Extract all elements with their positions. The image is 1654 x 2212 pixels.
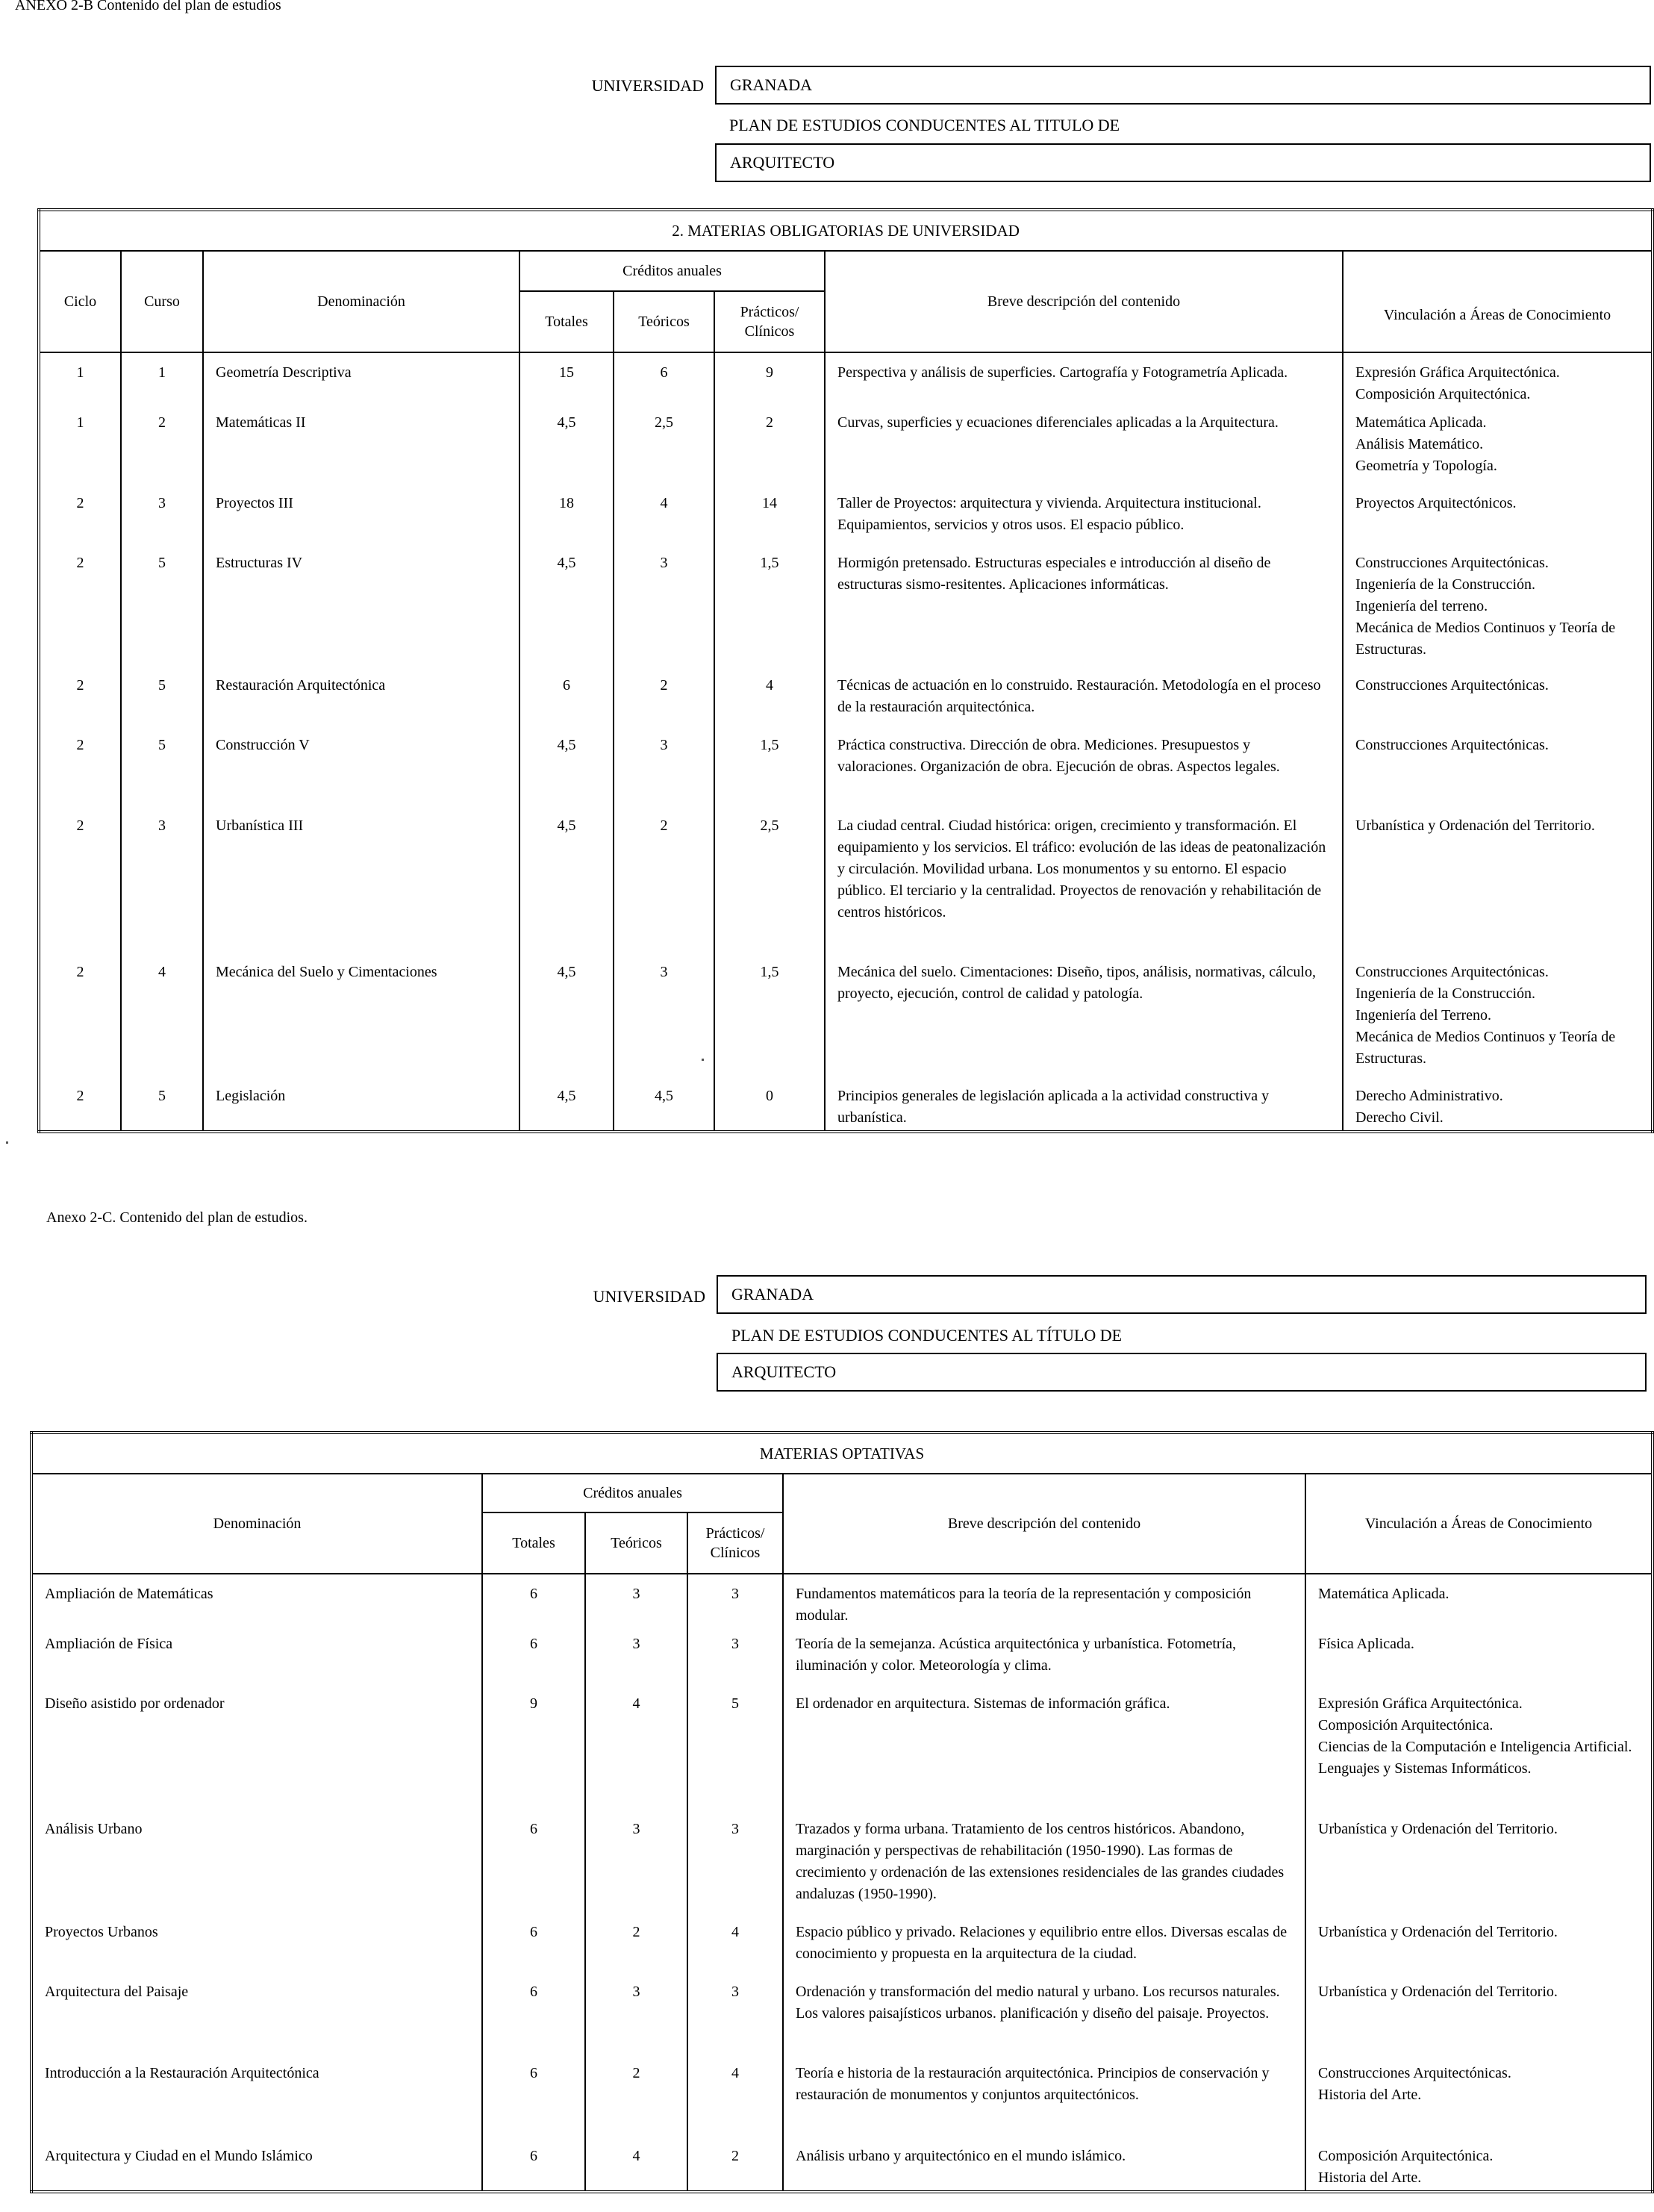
cell-totales: 6 xyxy=(519,675,614,735)
table-row xyxy=(39,412,1653,493)
area-item: Física Aplicada. xyxy=(1318,1636,1414,1652)
cell-vinculacion xyxy=(1343,735,1653,815)
cell-practicos: 9 xyxy=(714,352,825,412)
table-row xyxy=(31,1574,1653,1633)
cell-teoricos: 4,5 xyxy=(614,1085,714,1132)
cell-teoricos: 3 xyxy=(585,1819,687,1922)
cell-descripcion: Trazados y forma urbana. Tratamiento de los centros históricos. Abandono, marginación y perspectivas de rehabilitación (1950-1990). Las formas de crecimiento y ordenación de las extensiones residenciales de las grandes ciudades andaluzas (1950-1990). xyxy=(783,1819,1305,1922)
area-item: Construcciones Arquitectónicas. xyxy=(1355,964,1549,980)
area-item: Mecánica de Medios Continuos y Teoría de Estructuras. xyxy=(1355,620,1616,658)
cell-practicos: 1,5 xyxy=(714,962,825,1085)
cell-practicos: 0 xyxy=(714,1085,825,1132)
area-item: Mecánica de Medios Continuos y Teoría de Estructuras. xyxy=(1355,1029,1616,1067)
header-descripcion: Breve descripción del contenido xyxy=(825,251,1343,352)
area-item: Derecho Administrativo. xyxy=(1355,1088,1503,1104)
cell-practicos: 3 xyxy=(687,1981,783,2063)
cell-vinculacion xyxy=(1305,1819,1653,1922)
universidad-value-2: GRANADA xyxy=(731,1285,814,1303)
cell-descripcion: Práctica constructiva. Dirección de obra. Mediciones. Presupuestos y valoraciones. Organización de obra. Ejecución de obras. Aspectos legales. xyxy=(825,735,1343,815)
cell-denominacion: Diseño asistido por ordenador xyxy=(31,1693,482,1819)
cell-ciclo: 2 xyxy=(39,675,121,735)
header-vinculacion: Vinculación a Áreas de Conocimiento xyxy=(1343,251,1653,352)
cell-practicos: 4 xyxy=(687,1922,783,1981)
cell-denominacion: Restauración Arquitectónica xyxy=(203,675,519,735)
cell-descripcion: Mecánica del suelo. Cimentaciones: Diseño, tipos, análisis, normativas, cálculo, proyecto, ejecución, control de calidad y patología. xyxy=(825,962,1343,1085)
cell-denominacion: Legislación xyxy=(203,1085,519,1132)
area-item: Construcciones Arquitectónicas. xyxy=(1355,737,1549,753)
header-denominacion: Denominación xyxy=(203,251,519,352)
cell-totales: 4,5 xyxy=(519,815,614,962)
cell-practicos: 1,5 xyxy=(714,735,825,815)
header-curso: Curso xyxy=(121,251,203,352)
cell-practicos: 1,5 xyxy=(714,552,825,675)
cell-vinculacion xyxy=(1343,675,1653,735)
cell-teoricos: 2,5 xyxy=(614,412,714,493)
cell-denominacion: Introducción a la Restauración Arquitectónica xyxy=(31,2063,482,2146)
area-item: Lenguajes y Sistemas Informáticos. xyxy=(1318,1760,1532,1777)
area-item: Ciencias de la Computación e Inteligencia Artificial. xyxy=(1318,1739,1632,1755)
area-item: Ingeniería del terreno. xyxy=(1355,598,1488,614)
area-item: Proyectos Arquitectónicos. xyxy=(1355,495,1517,511)
header-teoricos: Teóricos xyxy=(614,291,714,352)
universidad-field xyxy=(715,66,1651,105)
titulo-field xyxy=(715,143,1651,182)
table-row xyxy=(39,552,1653,675)
header-totales-2: Totales xyxy=(482,1512,585,1574)
cell-denominacion: Geometría Descriptiva xyxy=(203,352,519,412)
cell-descripcion: Curvas, superficies y ecuaciones diferenciales aplicadas a la Arquitectura. xyxy=(825,412,1343,493)
area-item: Historia del Arte. xyxy=(1318,2169,1422,2186)
cell-totales: 15 xyxy=(519,352,614,412)
header-practicos-2: Prácticos/ Clínicos xyxy=(687,1512,783,1574)
cell-curso: 5 xyxy=(121,552,203,675)
cell-ciclo: 2 xyxy=(39,962,121,1085)
area-item: Expresión Gráfica Arquitectónica. xyxy=(1318,1695,1523,1712)
area-item: Construcciones Arquitectónicas. xyxy=(1355,677,1549,694)
cell-practicos: 3 xyxy=(687,1819,783,1922)
table-row xyxy=(39,735,1653,815)
cell-curso: 2 xyxy=(121,412,203,493)
area-item: Urbanística y Ordenación del Territorio. xyxy=(1318,1821,1558,1837)
optativas-table xyxy=(30,1431,1654,2193)
cell-descripcion: Técnicas de actuación en lo construido. Restauración. Metodología en el proceso de la restauración arquitectónica. xyxy=(825,675,1343,735)
area-item: Expresión Gráfica Arquitectónica. xyxy=(1355,364,1560,381)
cell-totales: 4,5 xyxy=(519,1085,614,1132)
cell-teoricos: 3 xyxy=(585,1574,687,1633)
header-practicos: Prácticos/ Clínicos xyxy=(714,291,825,352)
cell-vinculacion xyxy=(1305,1633,1653,1693)
universidad-label-2: UNIVERSIDAD xyxy=(593,1287,705,1306)
cell-curso: 5 xyxy=(121,1085,203,1132)
cell-vinculacion xyxy=(1305,1981,1653,2063)
table-row xyxy=(39,493,1653,552)
cell-teoricos: 3 xyxy=(614,735,714,815)
cell-vinculacion xyxy=(1343,493,1653,552)
cell-curso: 5 xyxy=(121,675,203,735)
cell-practicos: 4 xyxy=(714,675,825,735)
cell-totales: 6 xyxy=(482,1574,585,1633)
cell-totales: 6 xyxy=(482,2063,585,2146)
universidad-label: UNIVERSIDAD xyxy=(591,76,704,95)
area-item: Derecho Civil. xyxy=(1355,1109,1444,1126)
cell-totales: 6 xyxy=(482,1819,585,1922)
cell-totales: 6 xyxy=(482,1633,585,1693)
header-totales: Totales xyxy=(519,291,614,352)
cell-totales: 9 xyxy=(482,1693,585,1819)
cell-totales: 4,5 xyxy=(519,552,614,675)
area-item: Análisis Matemático. xyxy=(1355,436,1484,452)
cell-teoricos: 2 xyxy=(614,675,714,735)
cell-teoricos: 2 xyxy=(585,2063,687,2146)
cell-totales: 4,5 xyxy=(519,735,614,815)
area-item: Historia del Arte. xyxy=(1318,2087,1422,2103)
cell-ciclo: 2 xyxy=(39,815,121,962)
cell-ciclo: 1 xyxy=(39,412,121,493)
plan-label-2: PLAN DE ESTUDIOS CONDUCENTES AL TÍTULO DE xyxy=(731,1326,1123,1345)
cell-denominacion: Estructuras IV xyxy=(203,552,519,675)
cell-vinculacion xyxy=(1305,2146,1653,2192)
area-item: Composición Arquitectónica. xyxy=(1355,386,1531,402)
plan-label: PLAN DE ESTUDIOS CONDUCENTES AL TITULO DE xyxy=(729,116,1120,134)
cell-vinculacion xyxy=(1343,352,1653,412)
cell-ciclo: 2 xyxy=(39,552,121,675)
table-row xyxy=(31,1819,1653,1922)
table-row xyxy=(31,1633,1653,1693)
cell-descripcion: Análisis urbano y arquitectónico en el mundo islámico. xyxy=(783,2146,1305,2192)
cell-practicos: 3 xyxy=(687,1574,783,1633)
titulo-value-2: ARQUITECTO xyxy=(731,1362,837,1381)
cell-vinculacion xyxy=(1343,1085,1653,1132)
cell-curso: 5 xyxy=(121,735,203,815)
cell-curso: 1 xyxy=(121,352,203,412)
annex-title-2b: ANEXO 2-B Contenido del plan de estudios xyxy=(15,0,281,13)
table-row xyxy=(39,675,1653,735)
cell-practicos: 3 xyxy=(687,1633,783,1693)
table-row xyxy=(31,2063,1653,2146)
area-item: Urbanística y Ordenación del Territorio. xyxy=(1355,817,1595,834)
cell-vinculacion xyxy=(1343,815,1653,962)
cell-totales: 6 xyxy=(482,1922,585,1981)
scan-mark xyxy=(6,1141,8,1144)
cell-practicos: 2,5 xyxy=(714,815,825,962)
cell-descripcion: El ordenador en arquitectura. Sistemas de información gráfica. xyxy=(783,1693,1305,1819)
cell-descripcion: Teoría e historia de la restauración arquitectónica. Principios de conservación y restauración de monumentos y conjuntos arquitectónicos. xyxy=(783,2063,1305,2146)
obligatorias-table xyxy=(37,208,1654,1133)
table-row xyxy=(39,962,1653,1085)
cell-curso: 3 xyxy=(121,815,203,962)
universidad-field-2 xyxy=(717,1275,1647,1314)
cell-denominacion: Arquitectura y Ciudad en el Mundo Islámico xyxy=(31,2146,482,2192)
cell-vinculacion xyxy=(1343,962,1653,1085)
area-item: Urbanística y Ordenación del Territorio. xyxy=(1318,1984,1558,2000)
cell-denominacion: Construcción V xyxy=(203,735,519,815)
cell-totales: 4,5 xyxy=(519,412,614,493)
scan-mark xyxy=(702,1059,704,1061)
cell-totales: 6 xyxy=(482,1981,585,2063)
cell-ciclo: 2 xyxy=(39,493,121,552)
table-row xyxy=(39,815,1653,962)
cell-teoricos: 4 xyxy=(614,493,714,552)
cell-vinculacion xyxy=(1343,412,1653,493)
cell-teoricos: 4 xyxy=(585,1693,687,1819)
universidad-value: GRANADA xyxy=(730,75,812,94)
cell-descripcion: Perspectiva y análisis de superficies. Cartografía y Fotogrametría Aplicada. xyxy=(825,352,1343,412)
cell-vinculacion xyxy=(1305,1693,1653,1819)
cell-vinculacion xyxy=(1343,552,1653,675)
area-item: Construcciones Arquitectónicas. xyxy=(1318,2065,1511,2081)
cell-totales: 18 xyxy=(519,493,614,552)
table-row xyxy=(31,1922,1653,1981)
cell-totales: 4,5 xyxy=(519,962,614,1085)
cell-denominacion: Ampliación de Física xyxy=(31,1633,482,1693)
header-vinculacion-2: Vinculación a Áreas de Conocimiento xyxy=(1305,1474,1653,1574)
area-item: Ingeniería de la Construcción. xyxy=(1355,985,1536,1002)
area-item: Urbanística y Ordenación del Territorio. xyxy=(1318,1924,1558,1940)
cell-descripcion: La ciudad central. Ciudad histórica: origen, crecimiento y transformación. El equipamiento y los servicios. El tráfico: evolución de las ideas de peatonalización y circulación. Movilidad urbana. Los monumentos y su entorno. El espacio público. El terciario y la centralidad. Proyectos de renovación y rehabilitación de centros históricos. xyxy=(825,815,1343,962)
cell-denominacion: Mecánica del Suelo y Cimentaciones xyxy=(203,962,519,1085)
cell-descripcion: Ordenación y transformación del medio natural y urbano. Los recursos naturales. Los valores paisajísticos urbanos. planificación y diseño del paisaje. Proyectos. xyxy=(783,1981,1305,2063)
area-item: Matemática Aplicada. xyxy=(1318,1586,1449,1602)
cell-descripcion: Principios generales de legislación aplicada a la actividad constructiva y urbanística. xyxy=(825,1085,1343,1132)
cell-teoricos: 3 xyxy=(585,1981,687,2063)
area-item: Composición Arquitectónica. xyxy=(1318,1717,1494,1733)
cell-denominacion: Análisis Urbano xyxy=(31,1819,482,1922)
cell-teoricos: 3 xyxy=(585,1633,687,1693)
table-row xyxy=(31,1693,1653,1819)
cell-denominacion: Arquitectura del Paisaje xyxy=(31,1981,482,2063)
titulo-field-2 xyxy=(717,1353,1647,1392)
titulo-value: ARQUITECTO xyxy=(730,153,835,172)
table-title: 2. MATERIAS OBLIGATORIAS DE UNIVERSIDAD xyxy=(39,210,1653,251)
header-creditos: Créditos anuales xyxy=(519,251,825,291)
header-denominacion-2: Denominación xyxy=(31,1474,482,1574)
cell-curso: 4 xyxy=(121,962,203,1085)
table-row xyxy=(39,352,1653,412)
table-title-2: MATERIAS OPTATIVAS xyxy=(31,1433,1653,1474)
area-item: Ingeniería de la Construcción. xyxy=(1355,576,1536,593)
header-teoricos-2: Teóricos xyxy=(585,1512,687,1574)
area-item: Matemática Aplicada. xyxy=(1355,414,1487,431)
cell-vinculacion xyxy=(1305,2063,1653,2146)
cell-denominacion: Proyectos Urbanos xyxy=(31,1922,482,1981)
annex-title-2c: Anexo 2-C. Contenido del plan de estudios. xyxy=(46,1209,308,1226)
cell-teoricos: 2 xyxy=(585,1922,687,1981)
cell-teoricos: 4 xyxy=(585,2146,687,2192)
cell-ciclo: 1 xyxy=(39,352,121,412)
cell-ciclo: 2 xyxy=(39,1085,121,1132)
cell-teoricos: 3 xyxy=(614,552,714,675)
cell-totales: 6 xyxy=(482,2146,585,2192)
cell-practicos: 4 xyxy=(687,2063,783,2146)
cell-descripcion: Teoría de la semejanza. Acústica arquitectónica y urbanística. Fotometría, iluminación y color. Meteorología y clima. xyxy=(783,1633,1305,1693)
cell-practicos: 2 xyxy=(687,2146,783,2192)
area-item: Composición Arquitectónica. xyxy=(1318,2148,1494,2164)
table-row xyxy=(31,2146,1653,2192)
cell-practicos: 2 xyxy=(714,412,825,493)
area-item: Ingeniería del Terreno. xyxy=(1355,1007,1492,1024)
cell-descripcion: Taller de Proyectos: arquitectura y vivienda. Arquitectura institucional. Equipamientos, servicios y otros usos. El espacio público. xyxy=(825,493,1343,552)
cell-vinculacion xyxy=(1305,1922,1653,1981)
cell-teoricos: 2 xyxy=(614,815,714,962)
header-descripcion-2: Breve descripción del contenido xyxy=(783,1474,1305,1574)
cell-descripcion: Espacio público y privado. Relaciones y equilibrio entre ellos. Diversas escalas de conocimiento y propuesta en la arquitectura de la ciudad. xyxy=(783,1922,1305,1981)
cell-curso: 3 xyxy=(121,493,203,552)
cell-vinculacion xyxy=(1305,1574,1653,1633)
cell-practicos: 5 xyxy=(687,1693,783,1819)
cell-ciclo: 2 xyxy=(39,735,121,815)
header-creditos-2: Créditos anuales xyxy=(482,1474,783,1512)
area-item: Construcciones Arquitectónicas. xyxy=(1355,555,1549,571)
cell-denominacion: Ampliación de Matemáticas xyxy=(31,1574,482,1633)
cell-practicos: 14 xyxy=(714,493,825,552)
cell-teoricos: 3 xyxy=(614,962,714,1085)
area-item: Geometría y Topología. xyxy=(1355,458,1497,474)
cell-denominacion: Matemáticas II xyxy=(203,412,519,493)
cell-denominacion: Proyectos III xyxy=(203,493,519,552)
cell-descripcion: Hormigón pretensado. Estructuras especiales e introducción al diseño de estructuras sismo-resitentes. Aplicaciones informáticas. xyxy=(825,552,1343,675)
table-row xyxy=(39,1085,1653,1132)
header-ciclo: Ciclo xyxy=(39,251,121,352)
cell-denominacion: Urbanística III xyxy=(203,815,519,962)
cell-descripcion: Fundamentos matemáticos para la teoría de la representación y composición modular. xyxy=(783,1574,1305,1633)
cell-teoricos: 6 xyxy=(614,352,714,412)
table-row xyxy=(31,1981,1653,2063)
